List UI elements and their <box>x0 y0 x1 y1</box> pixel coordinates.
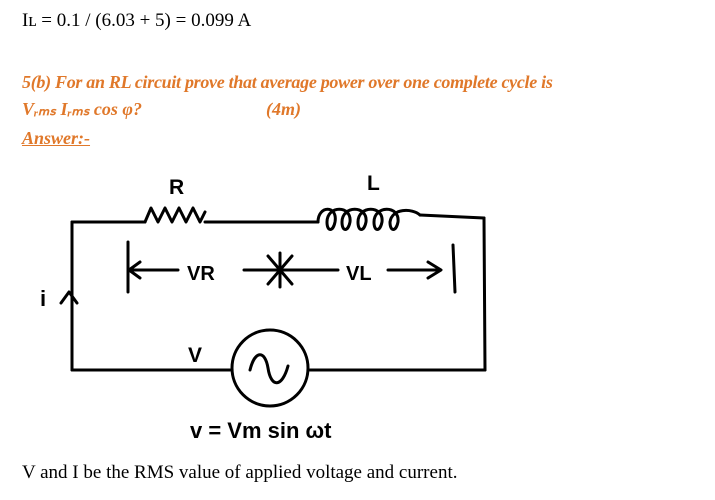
vr-label: VR <box>187 263 215 285</box>
question-line-2: Vᵣₘₛ Iᵣₘₛ cos φ? <box>22 99 142 119</box>
current-equation: Iʟ = 0.1 / (6.03 + 5) = 0.099 A <box>22 10 252 31</box>
current-arrow-icon <box>61 292 77 303</box>
current-label: i <box>40 286 47 311</box>
question-line-1: 5(b) For an RL circuit prove that average power over one complete cycle is <box>22 72 553 92</box>
vl-right-bar <box>453 245 455 292</box>
answer-label: Answer:- <box>22 128 91 148</box>
source-equation: v = Vm sin ωt <box>190 418 332 443</box>
inductor <box>318 209 420 229</box>
resistor-label: R <box>169 176 185 199</box>
vl-label: VL <box>346 263 372 285</box>
wire-top-right <box>420 215 484 218</box>
inductor-label: L <box>367 172 380 195</box>
wire-right <box>484 218 485 370</box>
question-marks: (4m) <box>266 99 301 119</box>
ac-source <box>232 330 308 406</box>
resistor <box>145 208 205 222</box>
footer-text: V and I be the RMS value of applied voltage and current. <box>22 462 458 483</box>
source-label: V <box>188 344 203 367</box>
ac-sine <box>250 355 288 383</box>
